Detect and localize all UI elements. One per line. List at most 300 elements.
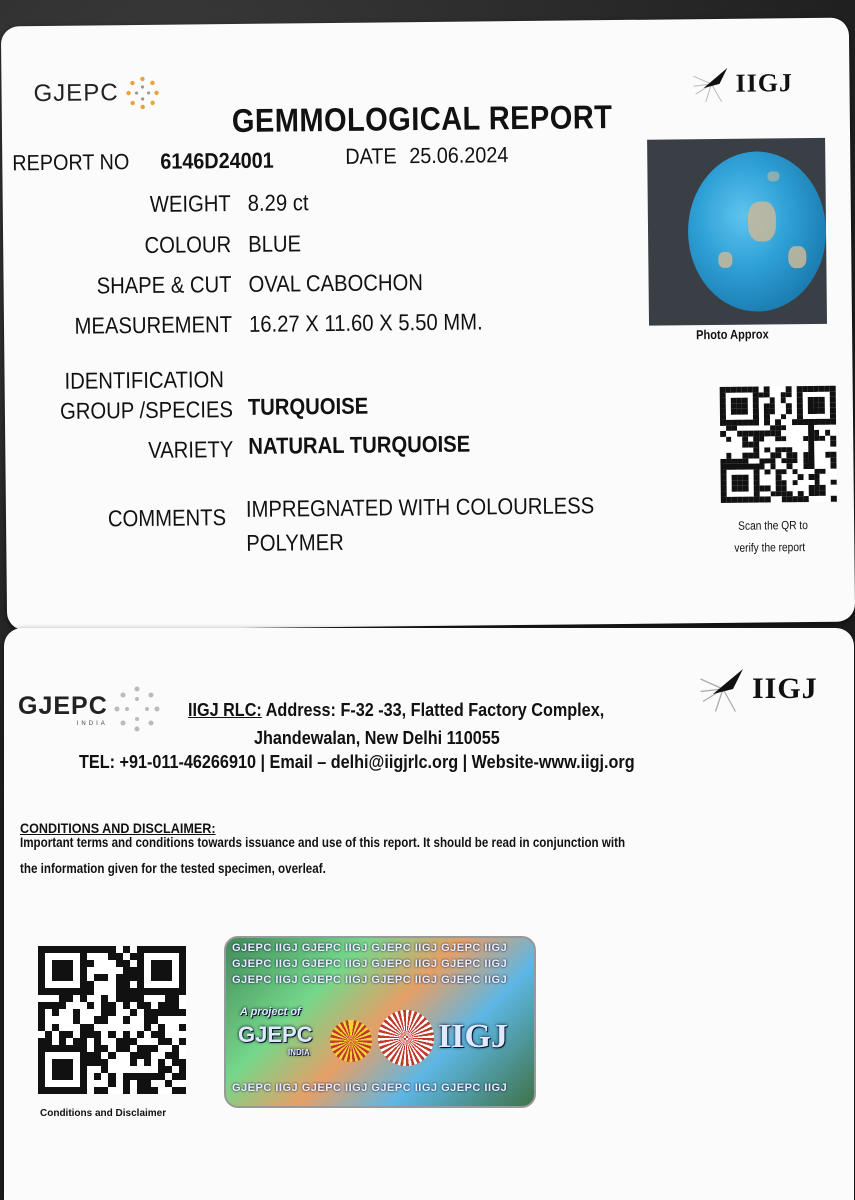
qr-module [116, 1059, 123, 1066]
qr-module [172, 1059, 179, 1066]
qr-module [123, 953, 130, 960]
qr-module [38, 1002, 45, 1009]
qr-module [45, 1038, 52, 1045]
qr-module [179, 995, 186, 1002]
qr-module [45, 1052, 52, 1059]
qr-module [151, 988, 158, 995]
qr-module [94, 1080, 101, 1087]
gjepc-emblem-icon [112, 684, 162, 734]
qr-module [101, 960, 108, 967]
qr-module [108, 974, 115, 981]
qr-module [94, 1066, 101, 1073]
qr-module [52, 1002, 59, 1009]
qr-module [45, 1059, 52, 1066]
qr-module [179, 1059, 186, 1066]
qr-module [52, 995, 59, 1002]
qr-module [179, 1031, 186, 1038]
qr-module [108, 1024, 115, 1031]
qr-module [158, 988, 165, 995]
qr-module [108, 1073, 115, 1080]
address-prefix: IIGJ RLC: [188, 700, 262, 720]
qr-module [108, 953, 115, 960]
qr-module [179, 960, 186, 967]
qr-module [108, 988, 115, 995]
qr-module [101, 974, 108, 981]
qr-module [130, 981, 137, 988]
qr-module [130, 1073, 137, 1080]
qr-module [144, 981, 151, 988]
qr-module [38, 988, 45, 995]
qr-module [73, 946, 80, 953]
qr-module [94, 995, 101, 1002]
qr-module [151, 953, 158, 960]
qr-module [45, 953, 52, 960]
qr-module [87, 995, 94, 1002]
qr-caption-line-1: Scan the QR to [738, 518, 808, 533]
qr-module [45, 974, 52, 981]
qr-module [80, 1073, 87, 1080]
qr-module [123, 960, 130, 967]
qr-module [116, 1087, 123, 1094]
colour-label: COLOUR [144, 231, 232, 258]
qr-module [73, 1073, 80, 1080]
qr-module [123, 1038, 130, 1045]
qr-module [158, 967, 165, 974]
qr-module [179, 946, 186, 953]
report-title: GEMMOLOGICAL REPORT [231, 98, 613, 140]
qr-module [87, 967, 94, 974]
qr-module [137, 946, 144, 953]
qr-module [137, 967, 144, 974]
qr-module [52, 953, 59, 960]
qr-module [87, 1052, 94, 1059]
qr-module [165, 1031, 172, 1038]
qr-module [87, 974, 94, 981]
qr-module [101, 967, 108, 974]
qr-module [151, 1031, 158, 1038]
qr-module [144, 988, 151, 995]
qr-module [45, 995, 52, 1002]
qr-module [45, 1031, 52, 1038]
qr-module [80, 1016, 87, 1023]
qr-module [172, 1009, 179, 1016]
qr-module [137, 1002, 144, 1009]
measurement-value: 16.27 X 11.60 X 5.50 MM. [248, 308, 483, 337]
qr-module [144, 946, 151, 953]
qr-module [94, 1009, 101, 1016]
qr-module [116, 1080, 123, 1087]
qr-module [144, 1080, 151, 1087]
qr-module [158, 974, 165, 981]
conditions-qr-code[interactable] [38, 946, 186, 1094]
qr-module [66, 960, 73, 967]
qr-module [94, 946, 101, 953]
gjepc-logo-back: GJEPC INDIA [18, 684, 162, 734]
qr-module [73, 1002, 80, 1009]
qr-module [116, 967, 123, 974]
qr-module [172, 974, 179, 981]
qr-module [172, 960, 179, 967]
qr-module [73, 1080, 80, 1087]
qr-module [130, 967, 137, 974]
qr-module [52, 1009, 59, 1016]
qr-module [45, 1009, 52, 1016]
photo-caption: Photo Approx [696, 326, 769, 343]
qr-module [80, 967, 87, 974]
qr-module [151, 1059, 158, 1066]
iigj-emblem-icon [691, 64, 731, 104]
qr-module [101, 1087, 108, 1094]
qr-module [165, 1059, 172, 1066]
hologram-project-text: A project of [240, 1006, 301, 1018]
qr-module [108, 1002, 115, 1009]
qr-module [94, 988, 101, 995]
qr-module [108, 1080, 115, 1087]
qr-module [165, 974, 172, 981]
qr-module [66, 1016, 73, 1023]
qr-module [73, 1031, 80, 1038]
verify-qr-code[interactable] [720, 386, 837, 503]
qr-module [165, 1073, 172, 1080]
qr-module [130, 946, 137, 953]
qr-module [165, 1052, 172, 1059]
qr-module [144, 1009, 151, 1016]
qr-module [94, 1073, 101, 1080]
qr-module [116, 1052, 123, 1059]
qr-module [101, 988, 108, 995]
qr-module [158, 1002, 165, 1009]
qr-module [45, 988, 52, 995]
qr-module [66, 981, 73, 988]
qr-module [80, 974, 87, 981]
qr-module [179, 1024, 186, 1031]
qr-module [101, 1038, 108, 1045]
qr-module [108, 1045, 115, 1052]
qr-module [123, 1052, 130, 1059]
qr-module [45, 967, 52, 974]
qr-module [172, 988, 179, 995]
qr-module [137, 1009, 144, 1016]
qr-module [172, 1080, 179, 1087]
qr-module [73, 1038, 80, 1045]
qr-module [108, 967, 115, 974]
qr-module [116, 974, 123, 981]
qr-module [137, 1052, 144, 1059]
qr-module [151, 1052, 158, 1059]
qr-module [87, 1087, 94, 1094]
qr-module [73, 960, 80, 967]
qr-module [172, 1073, 179, 1080]
qr-module [94, 953, 101, 960]
qr-module [158, 1073, 165, 1080]
qr-module [151, 967, 158, 974]
qr-module [94, 1059, 101, 1066]
qr-module [123, 1045, 130, 1052]
qr-module [59, 1073, 66, 1080]
qr-module [80, 1087, 87, 1094]
qr-module [172, 1052, 179, 1059]
qr-module [165, 981, 172, 988]
date-value: 25.06.2024 [409, 142, 509, 169]
qr-module [66, 1031, 73, 1038]
qr-module [123, 974, 130, 981]
qr-module [73, 1024, 80, 1031]
qr-module [66, 953, 73, 960]
qr-module [101, 1066, 108, 1073]
qr-module [80, 1002, 87, 1009]
qr-module [80, 960, 87, 967]
qr-module [108, 960, 115, 967]
qr-module [73, 1066, 80, 1073]
qr-module [123, 988, 130, 995]
qr-module [80, 1045, 87, 1052]
qr-module [151, 981, 158, 988]
qr-module [59, 1052, 66, 1059]
qr-module [52, 1016, 59, 1023]
qr-module [66, 1087, 73, 1094]
qr-module [144, 1073, 151, 1080]
qr-module [87, 1066, 94, 1073]
qr-module [130, 1066, 137, 1073]
qr-module [87, 1059, 94, 1066]
qr-module [94, 967, 101, 974]
hologram-emblem-icon [330, 1020, 372, 1062]
contact-line: TEL: +91-011-46266910 | Email – delhi@iigjrlc.org | Website-www.iigj.org [79, 752, 635, 772]
qr-module [52, 981, 59, 988]
qr-module [73, 1052, 80, 1059]
qr-module [172, 981, 179, 988]
qr-module [87, 1073, 94, 1080]
qr-module [151, 946, 158, 953]
qr-module [137, 981, 144, 988]
qr-module [101, 1073, 108, 1080]
qr-module [179, 967, 186, 974]
qr-module [101, 1052, 108, 1059]
qr-module [38, 1080, 45, 1087]
qr-module [52, 988, 59, 995]
qr-module [94, 1045, 101, 1052]
qr-module [144, 974, 151, 981]
qr-module [179, 1002, 186, 1009]
qr-module [73, 981, 80, 988]
qr-module [101, 1016, 108, 1023]
qr-module [144, 1066, 151, 1073]
qr-module [137, 1038, 144, 1045]
qr-module [66, 1045, 73, 1052]
qr-module [158, 995, 165, 1002]
gemstone-photo [647, 138, 827, 326]
qr-module [158, 1080, 165, 1087]
report-front-card [1, 18, 855, 631]
qr-module [94, 1002, 101, 1009]
qr-module [94, 981, 101, 988]
qr-module [137, 988, 144, 995]
qr-module [151, 960, 158, 967]
qr-module [94, 974, 101, 981]
qr-module [66, 974, 73, 981]
qr-module [59, 1016, 66, 1023]
turquoise-stone-image [687, 151, 827, 312]
qr-module [66, 946, 73, 953]
report-back-card [4, 628, 854, 1200]
qr-module [130, 995, 137, 1002]
qr-module [108, 1066, 115, 1073]
qr-module [130, 1024, 137, 1031]
qr-module [73, 1087, 80, 1094]
qr-module [94, 1024, 101, 1031]
qr-module [123, 995, 130, 1002]
qr-module [151, 1002, 158, 1009]
qr-module [59, 1024, 66, 1031]
qr-module [123, 967, 130, 974]
qr-module [151, 1024, 158, 1031]
qr-module [179, 1009, 186, 1016]
qr-module [151, 1080, 158, 1087]
address-line-1 [188, 700, 604, 721]
qr-module [87, 946, 94, 953]
qr-module [165, 1016, 172, 1023]
qr-module [165, 1045, 172, 1052]
qr-module [123, 1002, 130, 1009]
qr-module [108, 1038, 115, 1045]
qr-module [179, 1087, 186, 1094]
qr-module [123, 1024, 130, 1031]
qr-module [59, 1045, 66, 1052]
qr-module [59, 1002, 66, 1009]
qr-module [101, 1080, 108, 1087]
group-species-label: GROUP /SPECIES [59, 396, 234, 424]
qr-module [87, 1031, 94, 1038]
qr-module [38, 1073, 45, 1080]
security-hologram: GJEPC IIGJ GJEPC IIGJ GJEPC IIGJ GJEPC IIGJ GJEPC IIGJ GJEPC IIGJ GJEPC IIGJ GJEPC IIGJ GJEPC IIGJ GJEPC IIGJ GJEPC IIGJ GJEPC IIGJ A project of GJEPC INDIA IIGJ GJEPC IIGJ GJEPC IIGJ GJEPC IIGJ GJEPC IIGJ [224, 936, 536, 1108]
qr-module [130, 1002, 137, 1009]
qr-module [165, 1009, 172, 1016]
qr-module [144, 1038, 151, 1045]
qr-module [165, 953, 172, 960]
qr-module [137, 960, 144, 967]
qr-module [66, 967, 73, 974]
shape-cut-label: SHAPE & CUT [96, 271, 232, 299]
qr-module [165, 1038, 172, 1045]
qr-module [144, 1045, 151, 1052]
qr-module [179, 1066, 186, 1073]
qr-module [108, 1031, 115, 1038]
qr-module [52, 1080, 59, 1087]
qr-module [38, 967, 45, 974]
qr-module [158, 960, 165, 967]
qr-module [158, 1038, 165, 1045]
qr-module [151, 1038, 158, 1045]
qr-module [52, 967, 59, 974]
qr-module [101, 1059, 108, 1066]
qr-module [73, 967, 80, 974]
qr-module [94, 1087, 101, 1094]
qr-module [130, 1059, 137, 1066]
qr-module [59, 946, 66, 953]
qr-module [59, 1059, 66, 1066]
qr-module [45, 1073, 52, 1080]
qr-module [158, 1045, 165, 1052]
qr-module [831, 496, 837, 502]
qr-module [151, 1066, 158, 1073]
iigj-emblem-icon [698, 664, 748, 714]
qr-module [94, 1016, 101, 1023]
qr-module [179, 1038, 186, 1045]
qr-module [144, 1031, 151, 1038]
qr-module [172, 1087, 179, 1094]
qr-module [87, 1016, 94, 1023]
qr-module [80, 1038, 87, 1045]
qr-module [123, 1009, 130, 1016]
qr-module [38, 981, 45, 988]
qr-module [144, 1024, 151, 1031]
measurement-label: MEASUREMENT [74, 311, 233, 339]
qr-module [158, 953, 165, 960]
qr-module [144, 1002, 151, 1009]
qr-module [73, 974, 80, 981]
qr-module [59, 988, 66, 995]
qr-module [116, 995, 123, 1002]
hologram-india: INDIA [288, 1048, 310, 1057]
qr-module [158, 1066, 165, 1073]
qr-module [130, 1038, 137, 1045]
qr-module [108, 1087, 115, 1094]
qr-module [80, 953, 87, 960]
qr-module [52, 1087, 59, 1094]
qr-module [73, 988, 80, 995]
address-text: Address: F-32 -33, Flatted Factory Complex, [265, 700, 605, 720]
qr-module [80, 1024, 87, 1031]
qr-module [137, 1087, 144, 1094]
qr-module [52, 1024, 59, 1031]
qr-module [165, 995, 172, 1002]
qr-module [130, 1045, 137, 1052]
qr-module [172, 967, 179, 974]
qr-module [165, 1087, 172, 1094]
conditions-line-1: Important terms and conditions towards issuance and use of this report. It should be read in conjunction with [20, 835, 626, 850]
qr-module [108, 1016, 115, 1023]
qr-module [137, 1066, 144, 1073]
qr-module [165, 988, 172, 995]
qr-module [52, 1073, 59, 1080]
qr-module [87, 1080, 94, 1087]
qr-module [45, 1080, 52, 1087]
qr-module [59, 1009, 66, 1016]
qr-module [123, 1066, 130, 1073]
qr-module [151, 1045, 158, 1052]
qr-module [123, 1087, 130, 1094]
iigj-logo-back: IIGJ [698, 664, 818, 714]
qr-module [73, 1016, 80, 1023]
qr-module [108, 981, 115, 988]
qr-module [130, 1009, 137, 1016]
qr-module [66, 1059, 73, 1066]
qr-module [179, 1073, 186, 1080]
qr-module [38, 960, 45, 967]
comments-label: COMMENTS [107, 504, 227, 532]
qr-module [59, 974, 66, 981]
qr-module [144, 995, 151, 1002]
qr-module [116, 1009, 123, 1016]
qr-module [66, 1073, 73, 1080]
qr-module [144, 1087, 151, 1094]
qr-module [116, 1016, 123, 1023]
qr-module [144, 967, 151, 974]
qr-module [59, 960, 66, 967]
qr-module [137, 1024, 144, 1031]
iigj-logo: IIGJ [691, 63, 793, 104]
qr-module [59, 1031, 66, 1038]
